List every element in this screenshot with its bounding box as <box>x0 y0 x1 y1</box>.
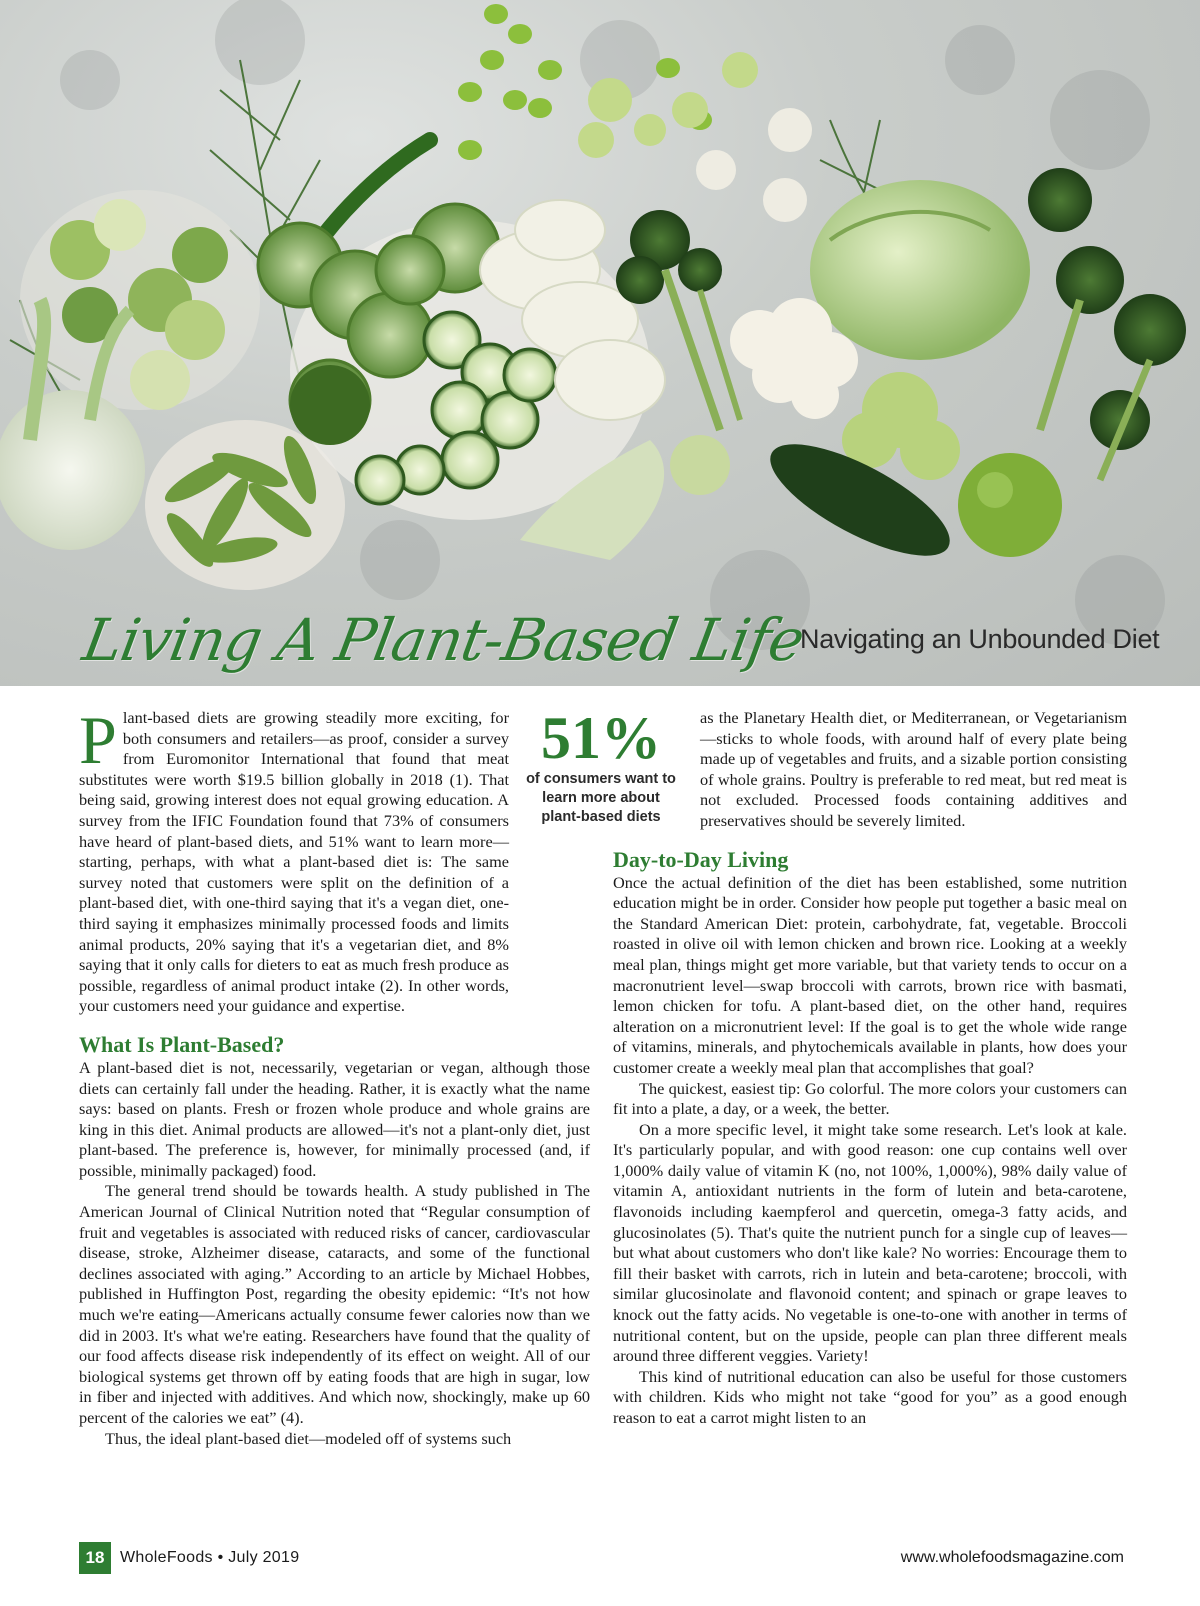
pull-quote-number: 51% <box>541 705 661 771</box>
body-paragraph: This kind of nutritional education can also be useful for those customers with children. Kids who might not take “good for you” as a good enough reason to eat a carrot might listen to an <box>613 1366 1127 1427</box>
page-number: 18 <box>79 1542 111 1574</box>
page-title: Living A Plant-Based Life <box>78 606 809 674</box>
vegetables-illustration <box>0 0 1200 686</box>
section-heading-day-to-day-living: Day-to-Day Living <box>613 846 789 872</box>
section-heading-what-is-plant-based: What Is Plant-Based? <box>79 1031 285 1057</box>
website-url: www.wholefoodsmagazine.com <box>900 1549 1124 1566</box>
body-paragraph: On a more specific level, it might take some research. Let's look at kale. It's particularly popular, and with good reason: one cup contains well over 1,000% daily value of vitamin K (no, not 100%, 1,000%), 98% daily value of vitamin A, antioxidant nutrients in the form of lutein and beta-carotene, flavonoids including kaempferol and quercetin, omega-3 fatty acids, and glucosinolates (5). That's quite the nutrient punch for a single cup of leaves—but what about customers who don't like kale? No worries: Encourage them to fill their basket with carrots, rich in lutein and beta-carotene; broccoli, with similar glucosinolate and flavonoid content; and spinach or grape leaves to knock out the fatty acids. No vegetable is one-to-one with another in terms of nutritional content, but on the upside, people can plan three different meals around three different veggies. Variety! <box>613 1119 1127 1366</box>
article-column-right <box>613 708 1127 1429</box>
intro-paragraph: lant-based diets are growing steadily more exciting, for both consumers and retailers—as proof, consider a survey from Euromonitor International that found that meat substitutes were worth $19.5 billion globally in 2018 (1). That being said, growing interest does not equal growing education. A survey from the IFIC Foundation found that 73% of consumers have heard of plant-based diets, and 51% want to learn more—starting, perhaps, with what a plant-based diet is: The same survey noted that customers were split on the definition of a plant-based diet, with one-third saying that it's a vegan diet, one-third saying it emphasizes minimally processed foods and limits animal products, 20% saying that it's a vegetarian diet, and 8% saying that it only calls for dieters to eat as much fresh produce as possible, regardless of animal product intake (2). In other words, your customers need your guidance and expertise. <box>79 708 509 1016</box>
drop-cap: P <box>79 702 117 778</box>
magazine-issue: WholeFoods • July 2019 <box>120 1549 300 1566</box>
pull-quote-text: of consumers want to learn more about plant-based diets <box>526 771 676 825</box>
body-paragraph: Once the actual definition of the diet has been established, some nutrition education might be in order. Consider how people put together a basic meal on the Standard American Diet: protein, carbohydrate, fat, vegetable. Broccoli roasted in olive oil with lemon chicken and brown rice. Looking at a weekly meal plan, things might get more variable, but that variety tends to occur on a macronutrient level—swap broccoli with carrots, brown rice with basmati, lemon chicken for tofu. A plant-based diet, on the other hand, requires alteration on a micronutrient level: If the goal is to get the whole wide range of vitamins, minerals, and phytochemicals available in plants, how does your customer create a weekly meal plan that accomplishes that goal? <box>613 872 1127 1077</box>
body-paragraph: Thus, the ideal plant-based diet—modeled off of systems such <box>105 1428 512 1448</box>
body-paragraph: The quickest, easiest tip: Go colorful. The more colors your customers can fit into a plate, a day, or a week, the better. <box>613 1078 1127 1119</box>
hero-photo <box>0 0 1200 686</box>
page-subtitle: Navigating an Unbounded Diet <box>800 624 1160 654</box>
body-paragraph: The general trend should be towards health. A study published in The American Journal of Clinical Nutrition noted that “Regular consumption of fruit and vegetables is associated with reduced risks of cancer, cardiovascular disease, stroke, Alzheimer disease, cataracts, and some of the functional declines associated with aging.” According to an article by Michael Hobbes, published in Huffington Post, regarding the obesity epidemic: “It's not how much we're eating—Americans actually consume fewer calories now than we did in 2003. It's what we're eating. Researchers have found that the quality of our food affects disease risk independently of its effect on weight. All of our biological systems get thrown off by eating foods that are high in sugar, low in fiber and injected with additives. And which now, shockingly, make up 60 percent of the calories we eat” (4). <box>79 1181 590 1427</box>
article-column-left <box>79 702 590 1449</box>
body-paragraph: as the Planetary Health diet, or Mediterranean, or Vegetarianism—sticks to whole foods, with around half of every plate being made up of vegetables and fruits, and a sizable portion consisting of whole grains. Poultry is preferable to red meat, but red meat is not excluded. Processed foods containing additives and preservatives should be severely limited. <box>700 708 1127 830</box>
body-paragraph: A plant-based diet is not, necessarily, vegetarian or vegan, although those diets can certainly fall under the heading. Rather, it is exactly what the name says: based on plants. Fresh or frozen whole produce and whole grains are king in this diet. Animal products are allowed—it's not a plant-only diet, just plant-based. The preference is, however, for minimally processed (and, if possible, minimally packaged) food. <box>79 1057 590 1180</box>
